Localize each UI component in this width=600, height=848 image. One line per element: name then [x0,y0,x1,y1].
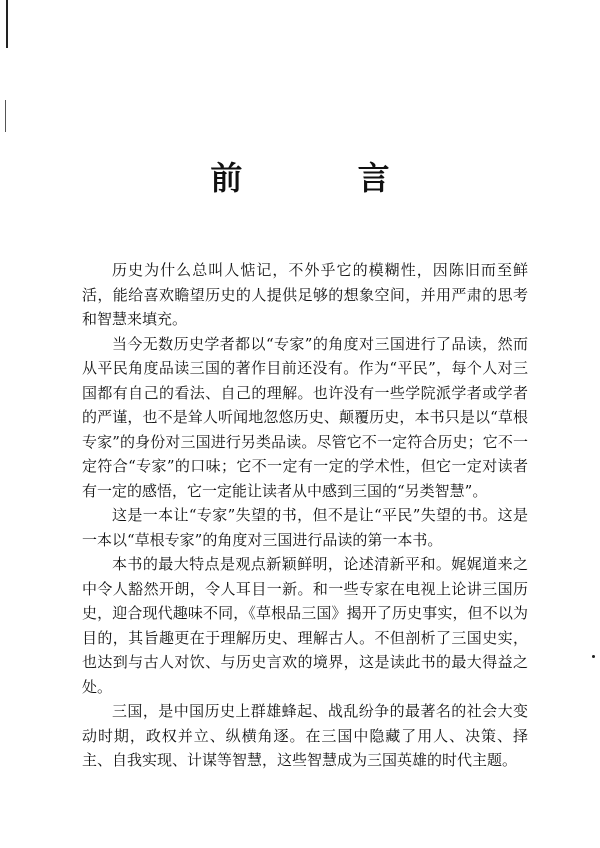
scan-edge-mark [5,100,6,132]
paragraph-2: 当今无数历史学者都以“专家”的角度对三国进行了品读，然而从平民角度品读三国的著作目前还没有。作为“平民”，每个人对三国都有自己的看法、自己的理解。也许没有一些学院派学者或学者的严谨，也不是耸人听闻地忽悠历史、颠覆历史，本书只是以“草根专家”的身份对三国进行另类品读。尽管它不一定符合历史；它不一定符合“专家”的口味；它不一定有一定的学术性，但它一定对读者有一定的感悟，它一定能让读者从中感到三国的“另类智慧”。 [82,334,528,500]
paragraph-1: 历史为什么总叫人惦记，不外乎它的模糊性，因陈旧而至鲜活，能给喜欢瞻望历史的人提供足够的想象空间，并用严肃的思考和智慧来填充。 [82,261,528,328]
paragraph-3: 这是一本让“专家”失望的书，但不是让“平民”失望的书。这是一本以“草根专家”的角度对三国进行品读的第一本书。 [82,506,528,549]
paragraph-5: 三国，是中国历史上群雄蜂起、战乱纷争的最著名的社会大变动时期，政权并立、纵横角逐。在三国中隐藏了用人、决策、择主、自我实现、计谋等智慧，这些智慧成为三国英雄的时代主题。 [82,702,528,769]
scan-edge-mark [6,0,8,48]
paragraph-4: 本书的最大特点是观点新颖鲜明，论述清新平和。娓娓道来之中令人豁然开朗，令人耳目一新。和一些专家在电视上论讲三国历史，迎合现代趣味不同，《草根品三国》揭开了历史事实，但不以为目的，其旨趣更在于理解历史、理解古人。不但剖析了三国史实，也达到与古人对饮、与历史言欢的境界，这是读此书的最大得益之处。 [82,555,528,696]
preface-body [82,258,528,773]
scan-speck [592,655,595,658]
page-title: 前 言 [210,159,442,197]
